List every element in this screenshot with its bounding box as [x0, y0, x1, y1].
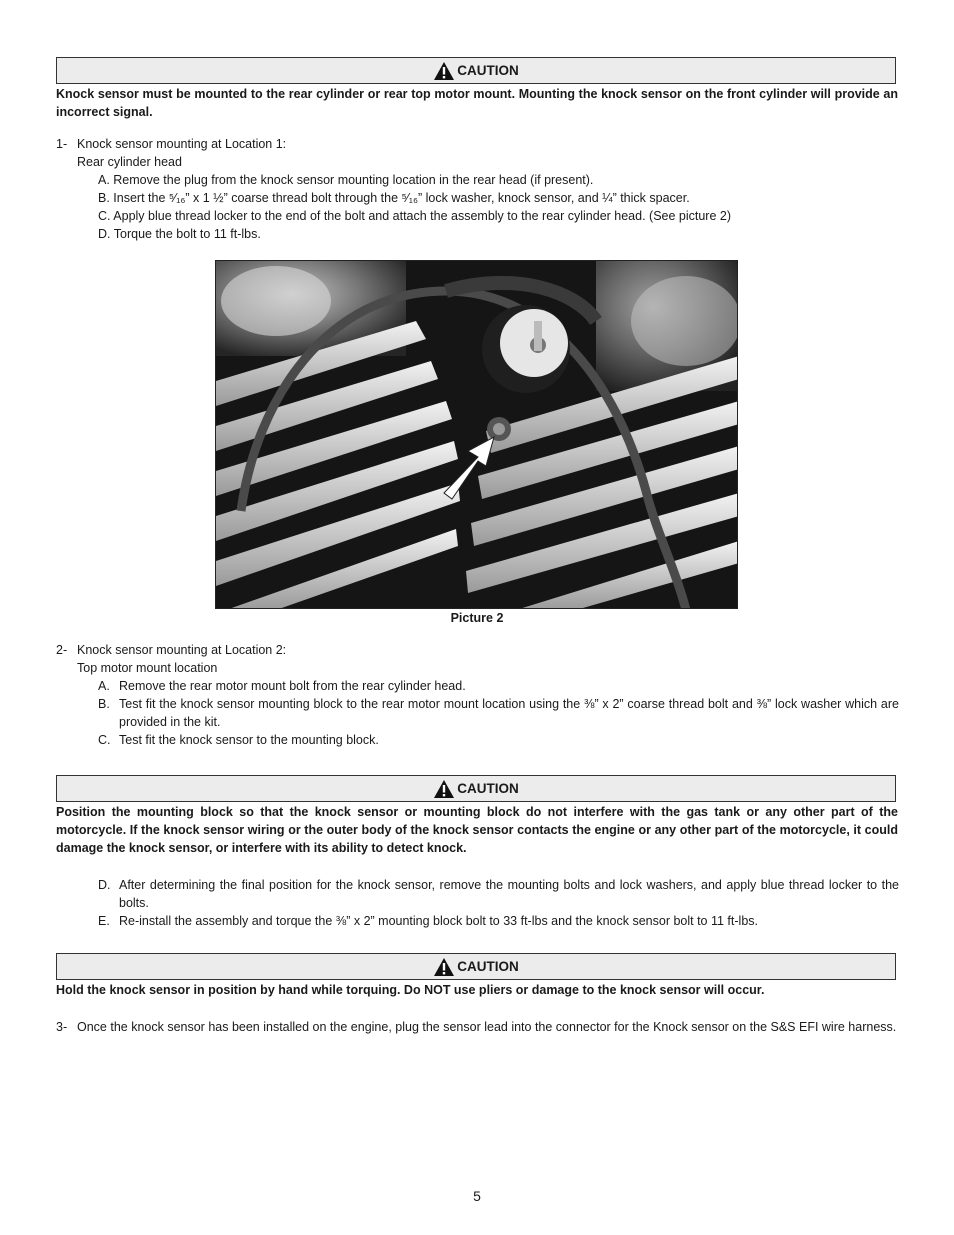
step-item: D. Torque the bolt to 11 ft-lbs. — [98, 227, 261, 241]
item-letter: A. — [98, 679, 110, 693]
step-item: Remove the rear motor mount bolt from the rear cylinder head. — [119, 679, 466, 693]
step-subtitle: Rear cylinder head — [77, 155, 182, 169]
step-item: Test fit the knock sensor to the mounting block. — [119, 733, 379, 747]
caution-text: Hold the knock sensor in position by hand while torquing. Do NOT use pliers or damage to the knock sensor will occur. — [56, 983, 765, 997]
step-number: 2- — [56, 643, 68, 657]
caution-label: CAUTION — [457, 959, 519, 974]
step-number: 1- — [56, 137, 68, 151]
step-title: Knock sensor mounting at Location 2: — [77, 643, 287, 657]
step-item: Re-install the assembly and torque the ⅜” x 2” mounting block bolt to 33 ft-lbs and the knock sensor bolt to 11 ft-lbs. — [119, 914, 758, 928]
step-title: Knock sensor mounting at Location 1: — [77, 137, 287, 151]
step-item: A. Remove the plug from the knock sensor mounting location in the rear head (if present). — [98, 173, 594, 187]
caution-header — [56, 775, 896, 802]
step-subtitle: Top motor mount location — [77, 661, 218, 675]
warning-triangle-icon — [433, 957, 455, 977]
step-item: C. Apply blue thread locker to the end of the bolt and attach the assembly to the rear cylinder head. (See picture 2) — [98, 209, 732, 223]
caution-label: CAUTION — [457, 781, 519, 796]
picture-caption: Picture 2 — [450, 611, 504, 625]
step-item: Test fit the knock sensor mounting block to the rear motor mount location using the ⅜” x 2” coarse thread bolt and ⅜” lock washer which are provided in the kit. — [119, 697, 899, 729]
caution-header — [56, 57, 896, 84]
caution-label: CAUTION — [457, 63, 519, 78]
step-text: Once the knock sensor has been installed on the engine, plug the sensor lead into the connector for the Knock sensor on the S&S EFI wire harness. — [77, 1020, 897, 1034]
step-item: After determining the final position for the knock sensor, remove the mounting bolts and lock washers, and apply blue thread locker to the bolts. — [119, 878, 899, 910]
caution-text: Knock sensor must be mounted to the rear cylinder or rear top motor mount. Mounting the knock sensor on the front cylinder will provide an incorrect signal. — [56, 87, 898, 119]
step-item: B. Insert the ⁵⁄₁₆” x 1 ½” coarse thread bolt through the ⁵⁄₁₆” lock washer, knock sensor, and ¼” thick spacer. — [98, 191, 690, 205]
item-letter: D. — [98, 878, 111, 892]
page-number: 5 — [473, 1188, 481, 1204]
engine-photo-illustration — [216, 261, 738, 609]
engine-photo — [215, 260, 738, 609]
item-letter: B. — [98, 697, 110, 711]
item-letter: C. — [98, 733, 111, 747]
caution-text: Position the mounting block so that the knock sensor or mounting block do not interfere with the gas tank or any other part of the motorcycle. If the knock sensor wiring or the outer body of the knock sensor contacts the engine or any other part of the motorcycle, it could damage the knock sensor, or interfere with its ability to detect knock. — [56, 805, 898, 855]
step-number: 3- — [56, 1020, 68, 1034]
warning-triangle-icon — [433, 779, 455, 799]
caution-header — [56, 953, 896, 980]
item-letter: E. — [98, 914, 110, 928]
warning-triangle-icon — [433, 61, 455, 81]
